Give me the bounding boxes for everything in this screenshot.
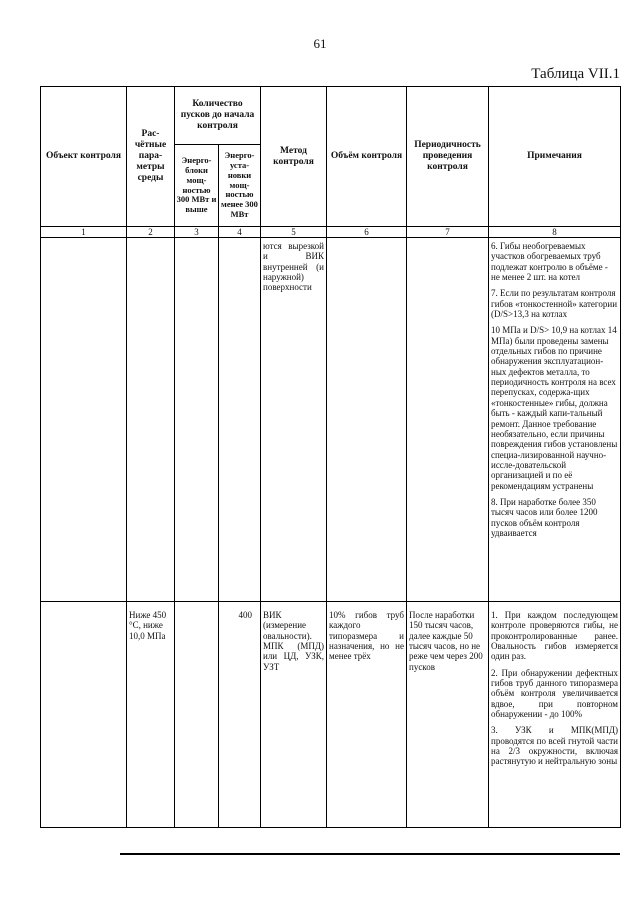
header-volume: Объём контроля — [327, 87, 407, 227]
scan-edge-line — [120, 853, 620, 855]
cell-notes — [489, 238, 621, 602]
method-text: ются вырезкой и ВИК внутренней (и наружной) поверхности — [263, 241, 324, 293]
cell-starts-300-plus — [175, 238, 219, 602]
column-number: 8 — [489, 227, 621, 238]
control-table — [40, 86, 621, 828]
cell-object — [41, 238, 127, 602]
cell-periodicity — [407, 602, 489, 828]
volume-text: 10% гибов труб каждого типоразмера и назначения, но не менее трёх — [329, 610, 404, 662]
column-number: 7 — [407, 227, 489, 238]
header-params: Рас-чётные пара-метры среды — [127, 87, 175, 227]
column-number: 2 — [127, 227, 175, 238]
cell-method — [261, 238, 327, 602]
table-title: Таблица VII.1 — [531, 66, 620, 82]
cell-periodicity — [407, 238, 489, 602]
cell-starts-300-plus — [175, 602, 219, 828]
table-row — [41, 238, 621, 602]
column-number: 1 — [41, 227, 127, 238]
cell-params — [127, 602, 175, 828]
column-number: 5 — [261, 227, 327, 238]
note-item: 3. УЗК и МПК(МПД) проводятся по всей гнутой части на 2/3 окружности, включая растянутую и нейтральную зоны — [491, 725, 618, 767]
cell-volume — [327, 238, 407, 602]
cell-volume — [327, 602, 407, 828]
cell-object — [41, 602, 127, 828]
column-number: 6 — [327, 227, 407, 238]
starts-value: 400 — [238, 610, 252, 620]
column-number: 4 — [219, 227, 261, 238]
column-number-row — [41, 227, 621, 238]
table-row — [41, 602, 621, 828]
header-starts-less-300: Энерго-уста-новки мощ-ностью менее 300 МВт — [219, 145, 261, 227]
note-item: 6. Гибы необогреваемых участков обогреваемых труб подлежат контролю в объёме - не менее 2 шт. на котел — [491, 241, 608, 283]
header-starts-group: Количество пусков до начала контроля — [175, 87, 261, 145]
note-item: 10 МПа и D/S> 10,9 на котлах 14 МПа) были проведены замены отдельных гибов по причине обнаружения эксплуатацион-ных дефектов металла, то периодичность контроля на всех перепусках, содержа-щих «тонкостенные» гибы, должна быть - каждый капи-тальный ремонт. Данное требование необязательно, если причины повреждения гибов установлены специа-лизированной научно-иссле-довательской организацией и по её рекомендациям устранены — [491, 325, 618, 491]
cell-notes — [489, 602, 621, 828]
method-text: ВИК (измерение овальности). МПК (МПД) или ЦД, УЗК, УЗТ — [263, 610, 324, 672]
note-item: 7. Если по результатам контроля гибов «тонкостенной» категории (D/S>13,3 на котлах — [491, 288, 618, 320]
params-text: Ниже 450 °С, ниже 10,0 МПа — [129, 610, 167, 641]
cell-method — [261, 602, 327, 828]
note-item: 1. При каждом последующем контроле проверяются гибы, не проконтролированные ранее. Овальность гибов измеряется один раз. — [491, 610, 618, 662]
note-item: 8. При наработке более 350 тысяч часов или более 1200 пусков объём контроля удваивается — [491, 496, 598, 538]
periodicity-text: После наработки 150 тысяч часов, далее каждые 50 тысяч часов, но не реже чем через 200 пусков — [409, 610, 483, 672]
header-object: Объект контроля — [41, 87, 127, 227]
header-method: Метод контроля — [261, 87, 327, 227]
header-starts-300-plus: Энерго-блоки мощ-ностью 300 МВт и выше — [175, 145, 219, 227]
cell-params — [127, 238, 175, 602]
page-number: 61 — [313, 36, 327, 51]
note-item: 2. При обнаружении дефектных гибов труб данного типоразмера объём контроля увеличивается вдвое, при повторном обнаружении - до 100% — [491, 667, 618, 720]
column-number: 3 — [175, 227, 219, 238]
cell-starts-less-300 — [219, 238, 261, 602]
header-periodicity: Периодичность проведения контроля — [407, 87, 489, 227]
cell-starts-less-300 — [219, 602, 261, 828]
header-notes: Примечания — [489, 87, 621, 227]
